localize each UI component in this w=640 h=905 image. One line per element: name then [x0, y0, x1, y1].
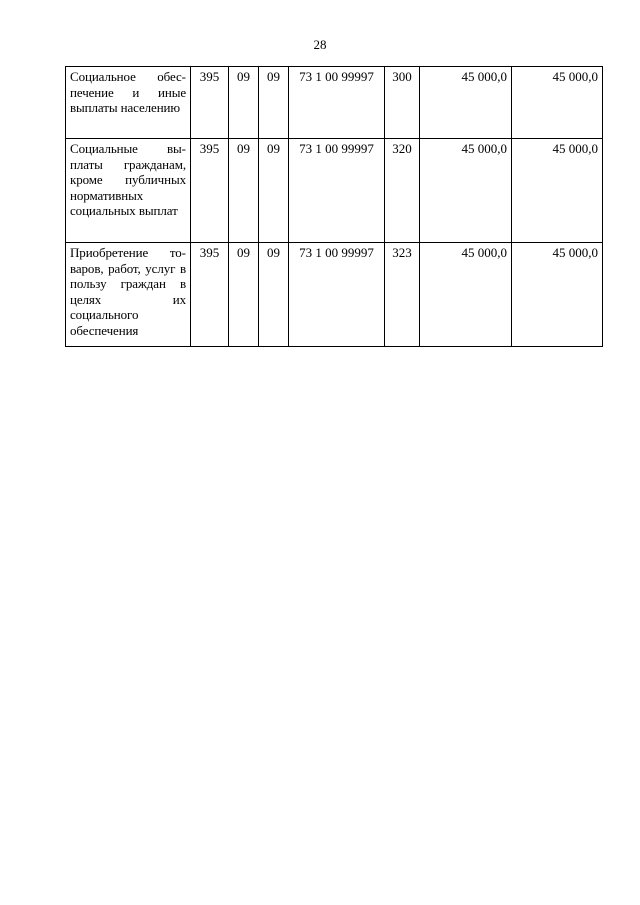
target-article-cell: 73 1 00 99997 — [289, 243, 385, 347]
budget-table — [65, 66, 603, 347]
table-row — [66, 67, 603, 139]
section-code-cell: 09 — [229, 67, 259, 139]
subsection-code-cell: 09 — [259, 243, 289, 347]
amount-cell: 45 000,0 — [420, 139, 512, 243]
row-name-cell: Приобретение товаров, работ, услуг в пользу граждан в целях их социального обеспечения — [66, 243, 191, 347]
expense-type-cell: 320 — [385, 139, 420, 243]
section-code-cell: 09 — [229, 243, 259, 347]
page-number: 28 — [313, 37, 327, 52]
expense-type-cell: 300 — [385, 67, 420, 139]
section-code-cell: 09 — [229, 139, 259, 243]
table-row — [66, 243, 603, 347]
ministry-code-cell: 395 — [191, 67, 229, 139]
row-name-cell: Социальное обеспечение и иные выплаты населению — [66, 67, 191, 139]
amount-cell: 45 000,0 — [420, 243, 512, 347]
row-name-cell: Социальные выплаты гражданам, кроме публичных нормативных социальных выплат — [66, 139, 191, 243]
amount-cell: 45 000,0 — [420, 67, 512, 139]
amount-cell: 45 000,0 — [512, 67, 603, 139]
target-article-cell: 73 1 00 99997 — [289, 139, 385, 243]
expense-type-cell: 323 — [385, 243, 420, 347]
amount-cell: 45 000,0 — [512, 243, 603, 347]
table-row — [66, 139, 603, 243]
target-article-cell: 73 1 00 99997 — [289, 67, 385, 139]
ministry-code-cell: 395 — [191, 139, 229, 243]
subsection-code-cell: 09 — [259, 139, 289, 243]
amount-cell: 45 000,0 — [512, 139, 603, 243]
subsection-code-cell: 09 — [259, 67, 289, 139]
ministry-code-cell: 395 — [191, 243, 229, 347]
